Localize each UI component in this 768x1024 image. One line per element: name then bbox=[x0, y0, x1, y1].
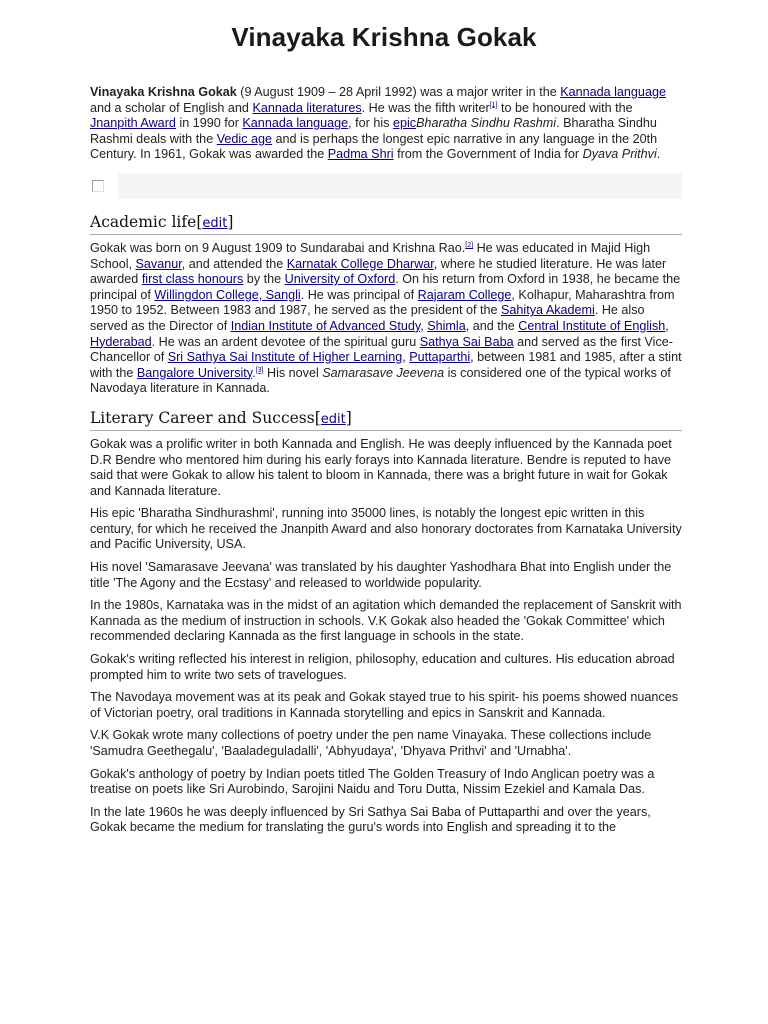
literary-paragraph: V.K Gokak wrote many collections of poetry under the pen name Vinayaka. These collections include 'Samudra Geethegalu', 'Baaladeguladalli', 'Abhyudaya', 'Dhyava Prithvi' and 'Urnabha'. bbox=[90, 728, 652, 758]
literary-paragraph: In the 1980s, Karnataka was in the midst of an agitation which demanded the replacement of Sanskrit with Kannada as the medium of instruction in schools. V.K Gokak also headed the 'Gokak Committee' which recommended declaring Kannada as the first language in schools in the state. bbox=[90, 598, 682, 644]
academic-paragraph: Gokak was born on 9 August 1909 to Sundarabai and Krishna Rao.[2] He was educated in Majid High School, Savanur, and attended the Karnatak College Dharwar, where he studied literature. He was later awarded first class honours by the University of Oxford. On his return from Oxford in 1938, he became the principal of Willingdon College, Sangli. He was principal of Rajaram College, Kolhapur, Maharashtra from 1950 to 1952. Between 1983 and 1987, he served as the president of the Sahitya Akademi. He also served as the Director of Indian Institute of Advanced Study, Shimla, and the Central Institute of English, Hyderabad. He was an ardent devotee of the spiritual guru Sathya Sai Baba and served as the first Vice-Chancellor of Sri Sathya Sai Institute of Higher Learning, Puttaparthi, between 1981 and 1985, after a stint with the Bangalore University.[3] His novel Samarasave Jeevena is considered one of the typical works of Navodaya literature in Kannada. bbox=[90, 240, 682, 396]
article-body bbox=[90, 85, 682, 843]
work-title: Bharatha Sindhu Rashmi bbox=[416, 116, 557, 131]
section-heading-academic: Academic life[edit] bbox=[90, 213, 682, 235]
subject-name: Vinayaka Krishna Gokak bbox=[90, 85, 237, 99]
link-savanur[interactable]: Savanur bbox=[135, 256, 182, 271]
link-epic[interactable]: epic bbox=[392, 116, 417, 131]
link-puttaparthi[interactable]: Puttaparthi bbox=[409, 350, 471, 365]
edit-link-literary[interactable]: edit bbox=[320, 411, 346, 427]
literary-paragraph: In the late 1960s he was deeply influenced by Sri Sathya Sai Baba of Puttaparthi and over the years, Gokak became the medium for translating the guru's words into English and spreading it to the bbox=[90, 804, 651, 835]
link-sahitya-akademi[interactable]: Sahitya Akademi bbox=[501, 303, 595, 318]
page-title: Vinayaka Krishna Gokak bbox=[231, 22, 537, 52]
intro-paragraph: Vinayaka Krishna Gokak (9 August 1909 – 28 April 1992) was a major writer in the Kannada language and a scholar of English and Kannada literatures. He was the fifth writer[1] to be honoured with the Jnanpith Award in 1990 for Kannada language, for his epicBharatha Sindhu Rashmi. Bharatha Sindhu Rashmi deals with the Vedic age and is perhaps the longest epic narrative in any language in the 20th Century. In 1961, Gokak was awarded the Padma Shri from the Government of India for Dyava Prithvi. bbox=[90, 85, 666, 162]
image-placeholder-row bbox=[90, 173, 682, 199]
link-willingdon-college[interactable]: Willingdon College, Sangli bbox=[154, 287, 301, 302]
link-university-of-oxford[interactable]: University of Oxford bbox=[284, 272, 396, 287]
literary-paragraph: The Navodaya movement was at its peak and Gokak stayed true to his spirit- his poems showed nuances of Victorian poetry, oral traditions in Kannada storytelling and epics in Sanskrit and Kannada. bbox=[90, 690, 679, 720]
reference-link[interactable]: [3] bbox=[255, 366, 264, 374]
literary-paragraph: Gokak was a prolific writer in both Kannada and English. He was deeply influenced by the Kannada poet D.R Bendre who mentored him during his early forays into Kannada literature. Bendre is reputed to have said that were Gokak to allow his talent to bloom in Kannada, there was a bright future in wait for Gokak and Kannada literature. bbox=[90, 436, 672, 498]
link-hyderabad[interactable]: Hyderabad bbox=[90, 334, 152, 349]
section-heading-literary: Literary Career and Success[edit] bbox=[90, 409, 682, 431]
link-bangalore-university[interactable]: Bangalore University bbox=[136, 365, 253, 380]
edit-link-academic[interactable]: edit bbox=[202, 215, 228, 231]
link-shimla[interactable]: Shimla bbox=[427, 318, 466, 333]
link-sssihl[interactable]: Sri Sathya Sai Institute of Higher Learning bbox=[167, 350, 403, 365]
reference-link[interactable]: [2] bbox=[465, 241, 474, 249]
literary-paragraph: His novel 'Samarasave Jeevana' was translated by his daughter Yashodhara Bhat into English under the title 'The Agony and the Ecstasy' and released to worldwide popularity. bbox=[90, 560, 672, 590]
work-title-2: Dyava Prithvi bbox=[582, 147, 657, 162]
link-kannada-language-2[interactable]: Kannada language bbox=[242, 116, 349, 131]
literary-paragraph: Gokak's anthology of poetry by Indian poets titled The Golden Treasury of Indo Anglican poetry was a treatise on poets like Sri Aurobindo, Sarojini Naidu and Toru Dutta, Nissim Ezekiel and Kamala Das. bbox=[90, 766, 655, 797]
link-central-institute-english[interactable]: Central Institute of English bbox=[518, 318, 666, 333]
broken-image-icon bbox=[92, 180, 104, 192]
link-padma-shri[interactable]: Padma Shri bbox=[327, 147, 394, 162]
link-iias[interactable]: Indian Institute of Advanced Study bbox=[230, 318, 421, 333]
link-kannada-language[interactable]: Kannada language bbox=[560, 85, 666, 99]
work-title: Samarasave Jeevena bbox=[322, 365, 445, 380]
link-sathya-sai-baba[interactable]: Sathya Sai Baba bbox=[419, 334, 514, 349]
link-karnatak-college[interactable]: Karnatak College Dharwar bbox=[286, 256, 434, 271]
image-caption-bar bbox=[118, 173, 682, 199]
literary-paragraph: His epic 'Bharatha Sindhurashmi', running into 35000 lines, is notably the longest epic written in this century, for which he received the Jnanpith Award and also honorary doctorates from Karnataka University and Pacific University, USA. bbox=[90, 506, 682, 552]
link-rajaram-college[interactable]: Rajaram College bbox=[417, 287, 512, 302]
link-first-class-honours[interactable]: first class honours bbox=[141, 272, 244, 287]
link-vedic-age[interactable]: Vedic age bbox=[216, 131, 273, 146]
reference-link[interactable]: [1] bbox=[489, 101, 498, 109]
link-kannada-literatures[interactable]: Kannada literatures bbox=[252, 100, 362, 115]
literary-paragraph: Gokak's writing reflected his interest in religion, philosophy, education and cultures. His education abroad prompted him to write two sets of travelogues. bbox=[90, 652, 675, 682]
link-jnanpith-award[interactable]: Jnanpith Award bbox=[90, 116, 176, 131]
